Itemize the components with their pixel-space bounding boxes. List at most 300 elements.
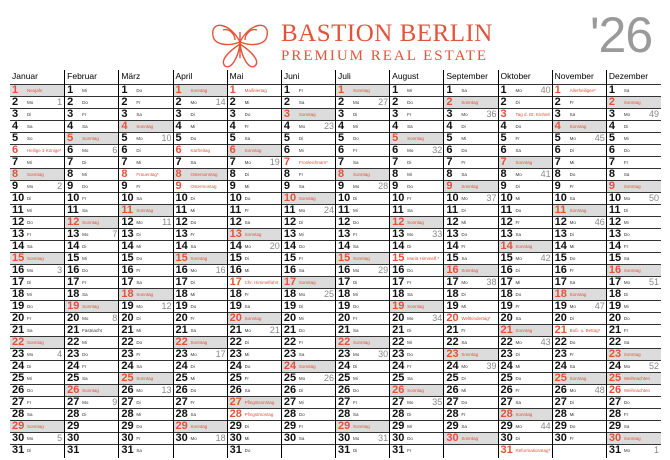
day-label: Mi bbox=[461, 220, 467, 225]
day-number: 24 bbox=[446, 360, 459, 372]
day-cell bbox=[10, 168, 64, 180]
day-cell bbox=[607, 348, 661, 360]
day-label: Mo bbox=[298, 376, 306, 381]
day-number: 9 bbox=[67, 180, 74, 192]
day-cell bbox=[607, 192, 661, 204]
week-number: 14 bbox=[215, 97, 226, 107]
day-number: 17 bbox=[67, 276, 80, 288]
day-cell bbox=[607, 372, 661, 384]
day-label: Fr bbox=[298, 256, 304, 261]
day-cell bbox=[499, 324, 553, 336]
day-cell bbox=[174, 132, 228, 144]
day-label: Sa bbox=[244, 304, 251, 309]
day-label: Fr bbox=[136, 184, 141, 189]
day-number: 26 bbox=[283, 384, 297, 396]
day-cell bbox=[228, 408, 282, 420]
day-label: Fr bbox=[244, 208, 249, 213]
month-name: Juli bbox=[338, 71, 351, 81]
day-cell bbox=[444, 312, 498, 324]
day-number: 3 bbox=[175, 108, 182, 120]
day-label: Sa bbox=[82, 124, 88, 129]
day-label: Fr bbox=[136, 100, 141, 105]
day-label: Pfingstsonntag bbox=[244, 400, 275, 405]
day-cell bbox=[65, 360, 119, 372]
day-cell bbox=[336, 204, 390, 216]
week-number: 25 bbox=[323, 289, 334, 299]
day-label: Tag d. Dt. Einheit bbox=[515, 112, 550, 117]
day-label: Mo bbox=[623, 196, 631, 201]
day-label: Fr bbox=[27, 400, 32, 405]
day-label: Sonntag bbox=[82, 136, 99, 141]
day-label: Sa bbox=[515, 232, 522, 237]
day-cell bbox=[553, 228, 607, 240]
day-label: Sonntag bbox=[569, 208, 587, 213]
day-cell bbox=[65, 420, 119, 432]
week-number: 40 bbox=[540, 85, 551, 95]
day-cell bbox=[65, 204, 119, 216]
day-cell bbox=[119, 144, 173, 156]
day-label: Sa bbox=[515, 316, 522, 321]
day-label: Di bbox=[82, 160, 87, 165]
day-number: 18 bbox=[175, 288, 188, 300]
day-number: 30 bbox=[175, 432, 188, 444]
day-number: 13 bbox=[67, 228, 80, 240]
day-number: 14 bbox=[338, 240, 351, 252]
day-label: Fr bbox=[623, 412, 629, 417]
week-number: 18 bbox=[215, 433, 226, 443]
day-number: 19 bbox=[392, 300, 405, 312]
day-number: 7 bbox=[500, 156, 507, 168]
day-label: Mo bbox=[353, 268, 360, 273]
day-label: Karfreitag bbox=[190, 148, 211, 153]
day-cell bbox=[65, 348, 119, 360]
day-label: Fr bbox=[82, 364, 87, 369]
day-number: 13 bbox=[608, 228, 622, 240]
day-label: Sonntag bbox=[353, 340, 370, 345]
day-label: Fastnacht bbox=[82, 328, 102, 333]
day-cell bbox=[119, 228, 173, 240]
day-label: Mo bbox=[407, 400, 414, 405]
day-cell bbox=[10, 144, 64, 156]
month-name: Oktober bbox=[500, 71, 531, 81]
day-label: Fr bbox=[569, 352, 574, 357]
day-cell bbox=[336, 348, 390, 360]
day-cell bbox=[228, 324, 282, 336]
day-cell bbox=[444, 288, 498, 300]
day-cell bbox=[10, 360, 64, 372]
day-label: Mo bbox=[623, 448, 631, 453]
week-number: 31 bbox=[378, 433, 389, 443]
day-number: 27 bbox=[608, 396, 622, 408]
day-cell bbox=[282, 84, 336, 96]
day-cell bbox=[499, 372, 553, 384]
day-number: 15 bbox=[121, 252, 134, 264]
day-number: 30 bbox=[229, 432, 242, 444]
day-number: 16 bbox=[338, 264, 351, 276]
day-label: Sonntag bbox=[353, 424, 370, 429]
day-cell bbox=[553, 132, 607, 144]
day-number: 25 bbox=[554, 372, 567, 384]
day-number: 26 bbox=[338, 384, 351, 396]
day-label: Reformationstag* bbox=[515, 448, 551, 453]
day-label: Sonntag bbox=[136, 124, 154, 129]
day-cell bbox=[607, 336, 661, 348]
day-label: Sonntag bbox=[353, 172, 370, 177]
day-cell bbox=[174, 432, 228, 444]
day-label: Mo bbox=[569, 136, 576, 141]
day-cell bbox=[228, 216, 282, 228]
day-label: Fr bbox=[353, 400, 358, 405]
day-cell bbox=[499, 360, 553, 372]
month-name: Mai bbox=[229, 71, 244, 81]
day-cell bbox=[336, 336, 390, 348]
day-label: Mi bbox=[244, 352, 250, 357]
day-cell bbox=[607, 108, 661, 120]
day-label: Di bbox=[82, 244, 87, 249]
day-number: 2 bbox=[608, 96, 615, 108]
day-label: Weltkindertag* bbox=[461, 316, 491, 321]
day-number: 31 bbox=[500, 444, 513, 456]
day-label: Sonntag bbox=[407, 220, 424, 225]
day-label: Sa bbox=[515, 148, 522, 153]
day-number: 21 bbox=[554, 324, 567, 336]
day-number: 13 bbox=[446, 228, 459, 240]
day-label: Fr bbox=[407, 448, 412, 453]
day-label: Sa bbox=[623, 256, 630, 261]
day-number: 21 bbox=[392, 324, 405, 336]
day-label: Do bbox=[569, 424, 576, 429]
day-cell bbox=[228, 144, 282, 156]
day-cell bbox=[553, 168, 607, 180]
day-label: Do bbox=[190, 304, 197, 309]
week-number: 24 bbox=[323, 205, 334, 215]
day-label: Sa bbox=[244, 220, 251, 225]
day-number: 30 bbox=[554, 432, 567, 444]
week-number: 32 bbox=[432, 145, 443, 155]
day-number: 22 bbox=[121, 336, 134, 348]
day-label: Sonntag bbox=[623, 436, 641, 441]
day-cell bbox=[390, 84, 444, 96]
day-cell bbox=[228, 180, 282, 192]
day-label: Mo bbox=[244, 244, 251, 249]
day-cell bbox=[553, 444, 607, 456]
day-cell bbox=[390, 288, 444, 300]
day-label: Sa bbox=[136, 280, 142, 285]
day-cell bbox=[607, 420, 661, 432]
day-number: 8 bbox=[446, 168, 453, 180]
day-number: 19 bbox=[229, 300, 242, 312]
week-number: 26 bbox=[323, 373, 334, 383]
day-cell bbox=[553, 264, 607, 276]
day-number: 31 bbox=[338, 444, 351, 456]
day-number: 27 bbox=[229, 396, 242, 408]
day-label: Di bbox=[515, 268, 520, 273]
day-cell bbox=[119, 192, 173, 204]
day-label: Do bbox=[353, 304, 359, 309]
month-name: März bbox=[121, 71, 141, 81]
day-number: 12 bbox=[392, 216, 405, 228]
day-number: 28 bbox=[446, 408, 459, 420]
day-label: So bbox=[27, 136, 33, 141]
day-cell bbox=[174, 396, 228, 408]
day-label: Chr. Himmelfahrt bbox=[244, 280, 279, 285]
day-label: Sa bbox=[353, 328, 359, 333]
day-cell bbox=[282, 240, 336, 252]
day-cell bbox=[553, 372, 607, 384]
day-label: Mi bbox=[569, 412, 575, 417]
day-number: 6 bbox=[608, 144, 615, 156]
day-label: Fr bbox=[623, 244, 629, 249]
day-label: Di bbox=[623, 124, 629, 129]
day-number: 24 bbox=[283, 360, 297, 372]
day-cell bbox=[228, 228, 282, 240]
day-label: Mi bbox=[353, 208, 358, 213]
day-label: Mi bbox=[353, 376, 358, 381]
day-cell bbox=[499, 204, 553, 216]
day-number: 5 bbox=[392, 132, 399, 144]
day-label: Buß- u. Bettag* bbox=[569, 328, 601, 333]
day-label: Sa bbox=[407, 208, 413, 213]
day-label: Mi bbox=[461, 388, 467, 393]
day-cell bbox=[336, 96, 390, 108]
day-cell bbox=[228, 108, 282, 120]
day-label: Mo bbox=[407, 232, 414, 237]
day-number: 14 bbox=[175, 240, 188, 252]
day-number: 13 bbox=[554, 228, 567, 240]
day-label: Di bbox=[515, 352, 520, 357]
day-number: 10 bbox=[67, 192, 80, 204]
day-label: Mi bbox=[623, 220, 629, 225]
day-cell bbox=[119, 336, 173, 348]
day-number: 21 bbox=[12, 324, 25, 336]
day-cell bbox=[390, 120, 444, 132]
day-label: Mi bbox=[298, 232, 304, 237]
day-label: Di bbox=[569, 400, 574, 405]
day-number: 25 bbox=[229, 372, 242, 384]
day-number: 9 bbox=[554, 180, 561, 192]
day-number: 17 bbox=[229, 276, 242, 288]
day-label: Mo bbox=[569, 388, 576, 393]
day-label: Mi bbox=[407, 88, 412, 93]
day-label: Mi bbox=[136, 160, 142, 165]
day-cell bbox=[444, 120, 498, 132]
day-number: 27 bbox=[338, 396, 351, 408]
day-number: 15 bbox=[229, 252, 242, 264]
day-cell bbox=[607, 264, 661, 276]
day-number: 4 bbox=[12, 120, 19, 132]
day-label: Sa bbox=[298, 184, 305, 189]
day-number: 25 bbox=[608, 372, 622, 384]
day-number: 27 bbox=[121, 396, 134, 408]
day-cell bbox=[499, 312, 553, 324]
day-label: Sonntag bbox=[623, 100, 641, 105]
day-label: Mo bbox=[353, 184, 360, 189]
day-label: Di bbox=[298, 136, 304, 141]
day-number: 24 bbox=[67, 360, 80, 372]
month-name: Januar bbox=[12, 71, 38, 81]
day-number: 22 bbox=[500, 336, 513, 348]
day-label: Sa bbox=[623, 424, 630, 429]
day-label: Sonntag bbox=[298, 196, 316, 201]
day-number: 5 bbox=[229, 132, 236, 144]
day-label: Fr bbox=[569, 268, 574, 273]
day-label: Do bbox=[461, 232, 468, 237]
day-number: 13 bbox=[175, 228, 188, 240]
day-label: Mi bbox=[244, 184, 250, 189]
day-label: Do bbox=[298, 412, 305, 417]
day-label: Fr bbox=[82, 280, 87, 285]
day-number: 20 bbox=[392, 312, 405, 324]
day-number: 31 bbox=[121, 444, 134, 456]
day-label: Mi bbox=[298, 316, 304, 321]
day-label: Di bbox=[82, 412, 87, 417]
day-cell bbox=[390, 168, 444, 180]
day-cell bbox=[65, 432, 119, 444]
day-number: 15 bbox=[554, 252, 567, 264]
day-label: Sa bbox=[353, 160, 359, 165]
day-label: Di bbox=[190, 196, 195, 201]
day-cell bbox=[336, 180, 390, 192]
day-cell bbox=[553, 324, 607, 336]
day-label: Do bbox=[461, 400, 468, 405]
day-label: Sa bbox=[353, 412, 359, 417]
day-cell bbox=[10, 420, 64, 432]
day-cell bbox=[390, 348, 444, 360]
day-label: Do bbox=[298, 328, 305, 333]
day-number: 22 bbox=[229, 336, 242, 348]
day-label: Sa bbox=[461, 172, 467, 177]
day-number: 31 bbox=[229, 444, 242, 456]
brand-name: BASTION BERLIN bbox=[281, 19, 493, 47]
day-cell bbox=[10, 324, 64, 336]
day-number: 23 bbox=[500, 348, 513, 360]
day-cell bbox=[65, 144, 119, 156]
day-number: 25 bbox=[392, 372, 405, 384]
day-number: 11 bbox=[554, 204, 567, 216]
day-number: 29 bbox=[283, 420, 297, 432]
day-cell bbox=[499, 108, 553, 120]
butterfly-logo-icon bbox=[205, 14, 275, 70]
day-cell bbox=[607, 324, 661, 336]
day-label: Sa bbox=[298, 352, 305, 357]
day-cell bbox=[553, 408, 607, 420]
day-number: 27 bbox=[12, 396, 25, 408]
day-number: 8 bbox=[554, 168, 561, 180]
day-label: Mo bbox=[190, 436, 197, 441]
day-cell bbox=[228, 432, 282, 444]
day-cell bbox=[444, 156, 498, 168]
day-label: Mi bbox=[190, 208, 196, 213]
month-column-1 bbox=[64, 70, 119, 458]
day-number: 23 bbox=[608, 348, 622, 360]
day-label: Weihnachten bbox=[623, 388, 651, 393]
day-number: 4 bbox=[283, 120, 290, 132]
day-label: Sa bbox=[190, 412, 197, 417]
day-number: 14 bbox=[283, 240, 297, 252]
day-label: Fr bbox=[136, 352, 141, 357]
day-number: 23 bbox=[12, 348, 25, 360]
day-number: 29 bbox=[500, 420, 513, 432]
day-label: Sa bbox=[407, 124, 413, 129]
day-cell bbox=[65, 96, 119, 108]
day-cell bbox=[444, 264, 498, 276]
day-cell bbox=[10, 204, 64, 216]
day-label: Di bbox=[136, 232, 141, 237]
day-cell bbox=[553, 156, 607, 168]
day-number: 3 bbox=[446, 108, 453, 120]
day-number: 14 bbox=[121, 240, 134, 252]
week-number: 11 bbox=[162, 217, 172, 227]
day-number: 5 bbox=[283, 132, 290, 144]
day-label: Mo bbox=[298, 292, 306, 297]
day-cell bbox=[553, 288, 607, 300]
day-label: Do bbox=[353, 136, 359, 141]
day-cell bbox=[499, 252, 553, 264]
day-cell bbox=[499, 180, 553, 192]
day-cell bbox=[10, 288, 64, 300]
day-cell bbox=[390, 132, 444, 144]
day-number: 24 bbox=[554, 360, 567, 372]
day-label: Do bbox=[407, 352, 413, 357]
day-cell bbox=[119, 216, 173, 228]
day-label: Di bbox=[244, 424, 249, 429]
month-column-7 bbox=[389, 70, 444, 458]
day-label: Mi bbox=[136, 328, 142, 333]
day-number: 10 bbox=[446, 192, 459, 204]
day-cell bbox=[10, 396, 64, 408]
day-number: 21 bbox=[229, 324, 242, 336]
week-number: 6 bbox=[112, 145, 118, 155]
day-label: Sonntag bbox=[569, 124, 587, 129]
day-label: Mi bbox=[461, 304, 467, 309]
day-cell bbox=[10, 432, 64, 444]
day-cell bbox=[607, 156, 661, 168]
day-cell bbox=[10, 408, 64, 420]
day-number: 7 bbox=[283, 156, 290, 168]
day-label: Di bbox=[136, 400, 141, 405]
day-cell bbox=[499, 348, 553, 360]
day-label: Do bbox=[136, 256, 143, 261]
day-number: 9 bbox=[121, 180, 128, 192]
day-label: Sonntag bbox=[27, 340, 44, 345]
day-number: 31 bbox=[12, 444, 25, 456]
day-cell bbox=[10, 156, 64, 168]
day-label: Mi bbox=[623, 304, 629, 309]
day-number: 3 bbox=[229, 108, 236, 120]
day-label: Sa bbox=[190, 160, 197, 165]
day-number: 28 bbox=[67, 408, 80, 420]
day-number: 24 bbox=[229, 360, 242, 372]
day-label: Sonntag bbox=[190, 88, 208, 93]
day-label: Mi bbox=[353, 292, 358, 297]
day-label: Sonntag bbox=[82, 388, 99, 393]
day-label: Mo bbox=[461, 280, 468, 285]
day-label: Do bbox=[569, 340, 576, 345]
day-number: 15 bbox=[12, 252, 25, 264]
day-cell bbox=[228, 192, 282, 204]
week-number: 46 bbox=[594, 217, 605, 227]
day-number: 22 bbox=[12, 336, 25, 348]
day-cell bbox=[282, 264, 336, 276]
day-label: Di bbox=[353, 448, 358, 453]
day-cell bbox=[607, 132, 661, 144]
day-label: Fr bbox=[298, 424, 304, 429]
day-label: Do bbox=[407, 100, 413, 105]
day-cell bbox=[336, 372, 390, 384]
day-label: Sonntag bbox=[515, 328, 533, 333]
day-label: Sonntag bbox=[244, 316, 262, 321]
day-number: 18 bbox=[500, 288, 513, 300]
